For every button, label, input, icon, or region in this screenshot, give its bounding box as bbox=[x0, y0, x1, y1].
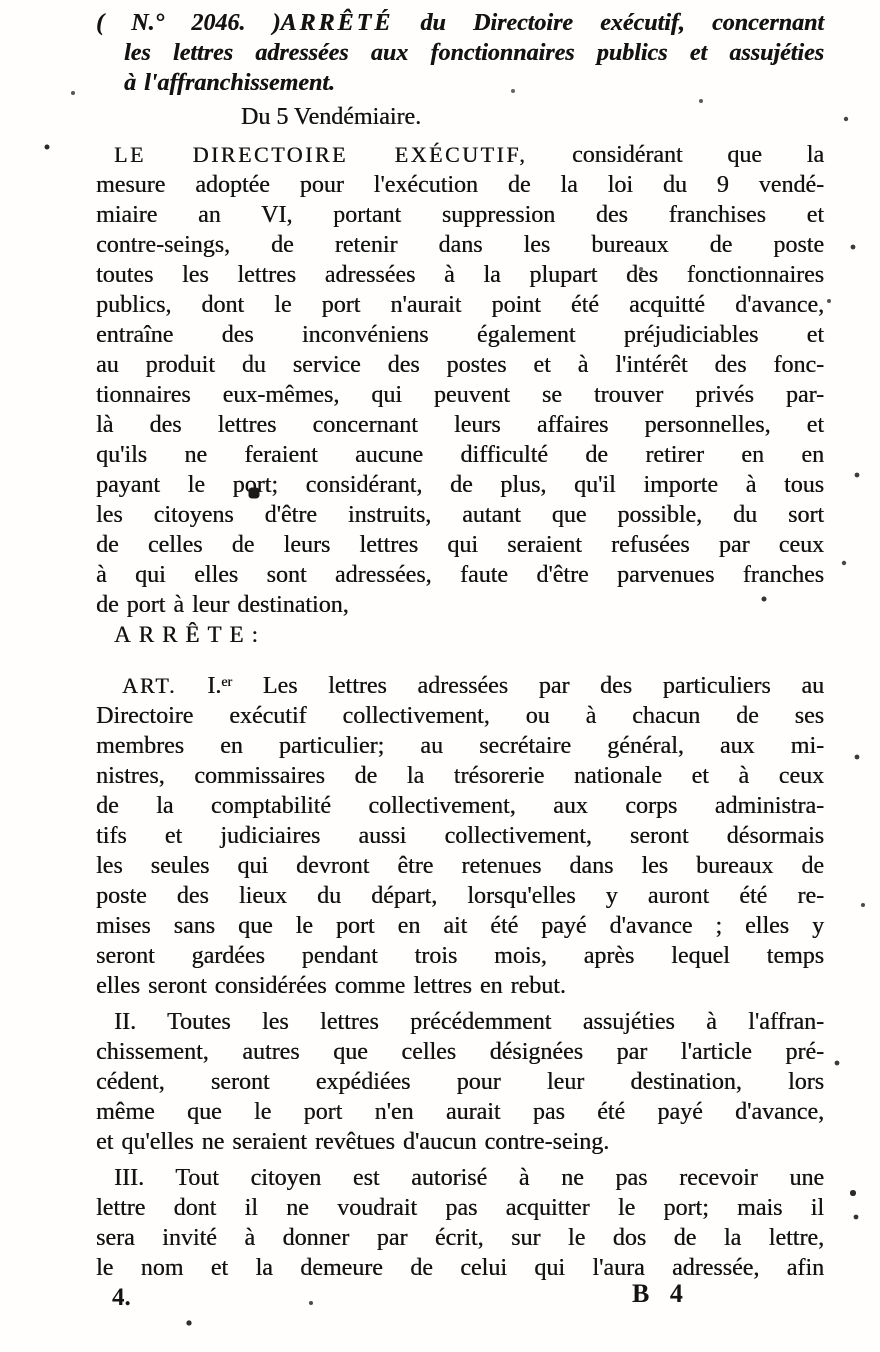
preamble-line: au produit du service des postes et à l'intérêt des fonc- bbox=[96, 352, 824, 378]
article-1-paragraph bbox=[96, 668, 824, 1001]
preamble-line: publics, dont le port n'aurait point été acquitté d'avance, bbox=[96, 292, 824, 318]
article-1-ordinal-superscript: er bbox=[221, 675, 233, 690]
article-1-line: mises sans que le port en ait été payé d'avance ; elles y bbox=[96, 913, 824, 939]
preamble-first-line bbox=[96, 140, 824, 170]
article-3-line: lettre dont il ne voudrait pas acquitter le port; mais il bbox=[96, 1195, 824, 1221]
preamble-line: entraîne des inconvéniens également préjudiciables et bbox=[96, 322, 824, 348]
article-1-line: Directoire exécutif collectivement, ou à chacun de ses bbox=[96, 703, 824, 729]
decree-title-continuation bbox=[96, 38, 824, 98]
article-2-line: cédent, seront expédiées pour leur destination, lors bbox=[96, 1069, 824, 1095]
preamble-line: payant le port; considérant, de plus, qu'il importe à tous bbox=[96, 472, 824, 498]
preamble-line: là des lettres concernant leurs affaires personnelles, et bbox=[96, 412, 824, 438]
decree-title-line: les lettres adressées aux fonctionnaires publics et assujéties bbox=[124, 40, 824, 66]
article-2-line: et qu'elles ne seraient revêtues d'aucun contre-seing. bbox=[96, 1129, 610, 1155]
preamble-line: contre-seings, de retenir dans les bureaux de poste bbox=[96, 232, 824, 258]
preamble-line: à qui elles sont adressées, faute d'être parvenues franches bbox=[96, 562, 824, 588]
article-2-line: même que le port n'en aurait pas été payé d'avance, bbox=[96, 1099, 824, 1125]
article-1-line: nistres, commissaires de la trésorerie nationale et à ceux bbox=[96, 763, 824, 789]
preamble-line: tionnaires eux-mêmes, qui peuvent se trouver privés par- bbox=[96, 382, 824, 408]
article-1-first-line-rest: Les lettres adressées par des particuliers au bbox=[232, 673, 824, 699]
article-1-line: de la comptabilité collectivement, aux corps administra- bbox=[96, 793, 824, 819]
article-1-numeral: I. bbox=[176, 673, 222, 699]
article-1-first-line bbox=[96, 668, 824, 701]
article-3-paragraph bbox=[96, 1163, 824, 1283]
article-1-line: tifs et judiciaires aussi collectivement, seront désormais bbox=[96, 823, 824, 849]
page-number: 4. bbox=[112, 1284, 131, 1311]
article-1-line: membres en particulier; au secrétaire général, aux mi- bbox=[96, 733, 824, 759]
article-2-line: chissement, autres que celles désignées par l'article pré- bbox=[96, 1039, 824, 1065]
signature-mark: B 4 bbox=[632, 1279, 683, 1308]
article-1-line: poste des lieux du départ, lorsqu'elles y auront été re- bbox=[96, 883, 824, 909]
preamble-line: toutes les lettres adressées à la plupart des fonctionnaires bbox=[96, 262, 824, 288]
preamble-line: miaire an VI, portant suppression des franchises et bbox=[96, 202, 824, 228]
decree-header bbox=[96, 8, 824, 98]
arrete-heading-line bbox=[96, 620, 824, 650]
article-2-line: II. Toutes les lettres précédemment assujéties à l'affran- bbox=[114, 1009, 824, 1035]
article-1-line: les seules qui devront être retenues dans les bureaux de bbox=[96, 853, 824, 879]
decree-title-caps: ARRÊTÉ bbox=[280, 10, 394, 36]
dateline: Du 5 Vendémiaire. bbox=[240, 104, 422, 130]
preamble-lead: LE DIRECTOIRE EXÉCUTIF, bbox=[114, 142, 528, 167]
article-3-line: sera invité à donner par écrit, sur le dos de la lettre, bbox=[96, 1225, 824, 1251]
preamble-first-line-rest: considérant que la bbox=[527, 142, 824, 168]
decree-number: ( N.° 2046. ) bbox=[96, 10, 281, 36]
article-2-paragraph bbox=[96, 1007, 824, 1157]
article-1-lines bbox=[96, 701, 824, 1001]
article-1-label: ART. bbox=[122, 673, 177, 698]
arrete-heading: ARRÊTE: bbox=[114, 622, 266, 647]
preamble-line: mesure adoptée pour l'exécution de la loi du 9 vendé- bbox=[96, 172, 824, 198]
article-1-line: seront gardées pendant trois mois, après lequel temps bbox=[96, 943, 824, 969]
article-3-line: III. Tout citoyen est autorisé à ne pas recevoir une bbox=[114, 1165, 824, 1191]
dateline-row bbox=[96, 102, 824, 132]
preamble-line: les citoyens d'être instruits, autant que possible, du sort bbox=[96, 502, 824, 528]
decree-title-rest: du Directoire exécutif, concernant bbox=[393, 10, 824, 36]
decree-title-line bbox=[96, 8, 824, 38]
article-3-line: le nom et la demeure de celui qui l'aura adressée, afin bbox=[96, 1255, 824, 1281]
preamble-line: de celles de leurs lettres qui seraient refusées par ceux bbox=[96, 532, 824, 558]
ink-speckles bbox=[0, 0, 2, 2]
article-1-line: elles seront considérées comme lettres en rebut. bbox=[96, 973, 566, 999]
decree-title-line: à l'affranchissement. bbox=[124, 70, 335, 96]
preamble-line: de port à leur destination, bbox=[96, 592, 349, 618]
preamble-lines bbox=[96, 170, 824, 620]
preamble-paragraph bbox=[96, 140, 824, 620]
preamble-line: qu'ils ne feraient aucune difficulté de retirer en en bbox=[96, 442, 824, 468]
